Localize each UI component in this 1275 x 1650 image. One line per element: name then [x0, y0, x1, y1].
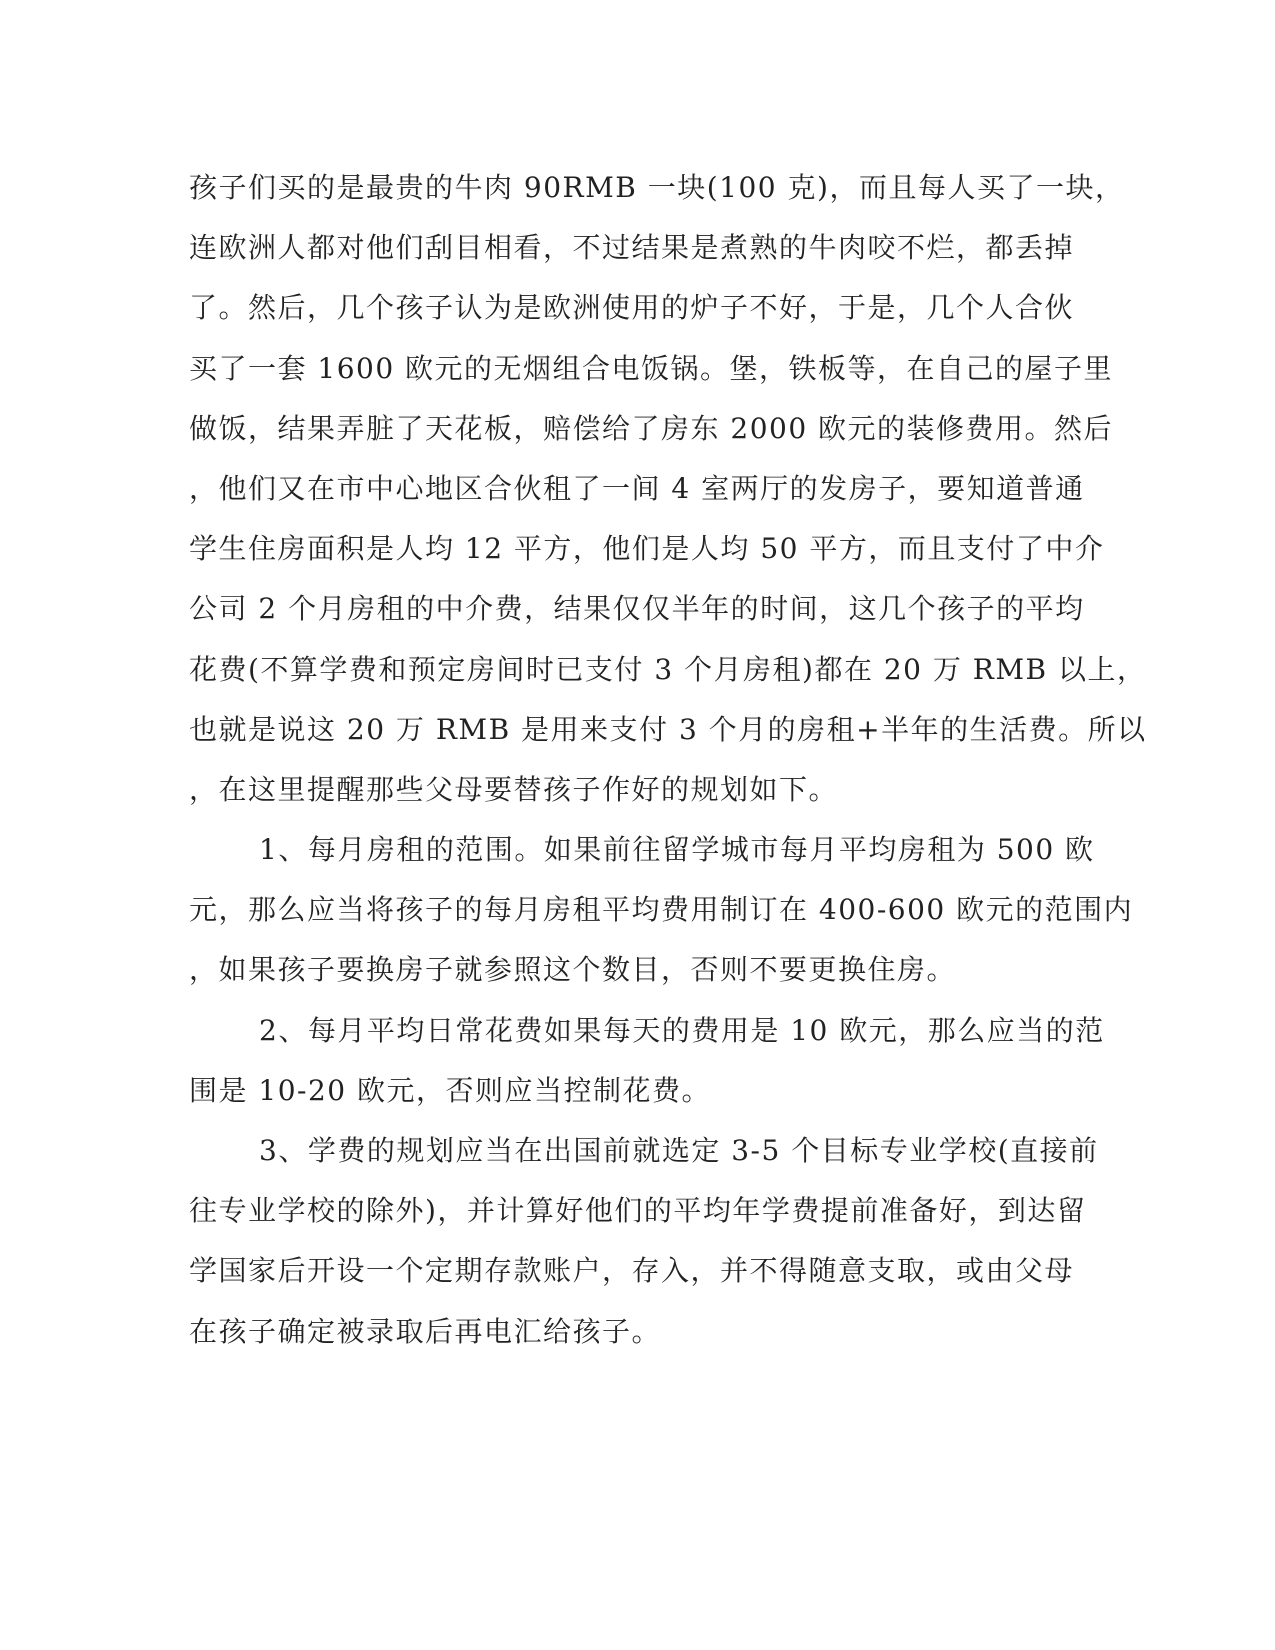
document-body [189, 158, 1147, 1362]
text-line: ，如果孩子要换房子就参照这个数目，否则不要更换住房。 [189, 953, 957, 987]
text-line: 学国家后开设一个定期存款账户，存入，并不得随意支取，或由父母 [189, 1254, 1075, 1288]
text-line: ，他们又在市中心地区合伙租了一间 4 室两厅的发房子，要知道普通 [189, 471, 1085, 505]
text-line: 连欧洲人都对他们刮目相看，不过结果是煮熟的牛肉咬不烂，都丢掉 [189, 231, 1075, 265]
text-line: 学生住房面积是人均 12 平方，他们是人均 50 平方，而且支付了中介 [189, 532, 1105, 566]
text-line: 孩子们买的是最贵的牛肉 90RMB 一块(100 克)，而且每人买了一块， [189, 171, 1125, 204]
text-line: 也就是说这 20 万 RMB 是用来支付 3 个月的房租+半年的生活费。所以 [189, 712, 1147, 746]
text-line: 在孩子确定被录取后再电汇给孩子。 [189, 1314, 662, 1348]
text-line: 了。然后，几个孩子认为是欧洲使用的炉子不好，于是，几个人合伙 [189, 291, 1075, 325]
text-line: 往专业学校的除外)，并计算好他们的平均年学费提前准备好，到达留 [189, 1194, 1087, 1228]
list-item-2-line: 2、每月平均日常花费如果每天的费用是 10 欧元，那么应当的范 [259, 1013, 1105, 1047]
text-line: 元，那么应当将孩子的每月房租平均费用制订在 400-600 欧元的范围内 [189, 893, 1134, 927]
text-line: 买了一套 1600 欧元的无烟组合电饭锅。堡，铁板等，在自己的屋子里 [189, 351, 1114, 385]
text-line: 公司 2 个月房租的中介费，结果仅仅半年的时间，这几个孩子的平均 [189, 592, 1085, 626]
list-item-1-line: 1、每月房租的范围。如果前往留学城市每月平均房租为 500 欧 [259, 833, 1095, 867]
text-line: 花费(不算学费和预定房间时已支付 3 个月房租)都在 20 万 RMB 以上， [189, 652, 1147, 686]
text-line: ，在这里提醒那些父母要替孩子作好的规划如下。 [189, 772, 839, 806]
text-line: 围是 10-20 欧元，否则应当控制花费。 [189, 1073, 712, 1107]
list-item-3-line: 3、学费的规划应当在出国前就选定 3-5 个目标专业学校(直接前 [259, 1134, 1099, 1167]
text-line: 做饭，结果弄脏了天花板，赔偿给了房东 2000 欧元的装修费用。然后 [189, 411, 1114, 445]
